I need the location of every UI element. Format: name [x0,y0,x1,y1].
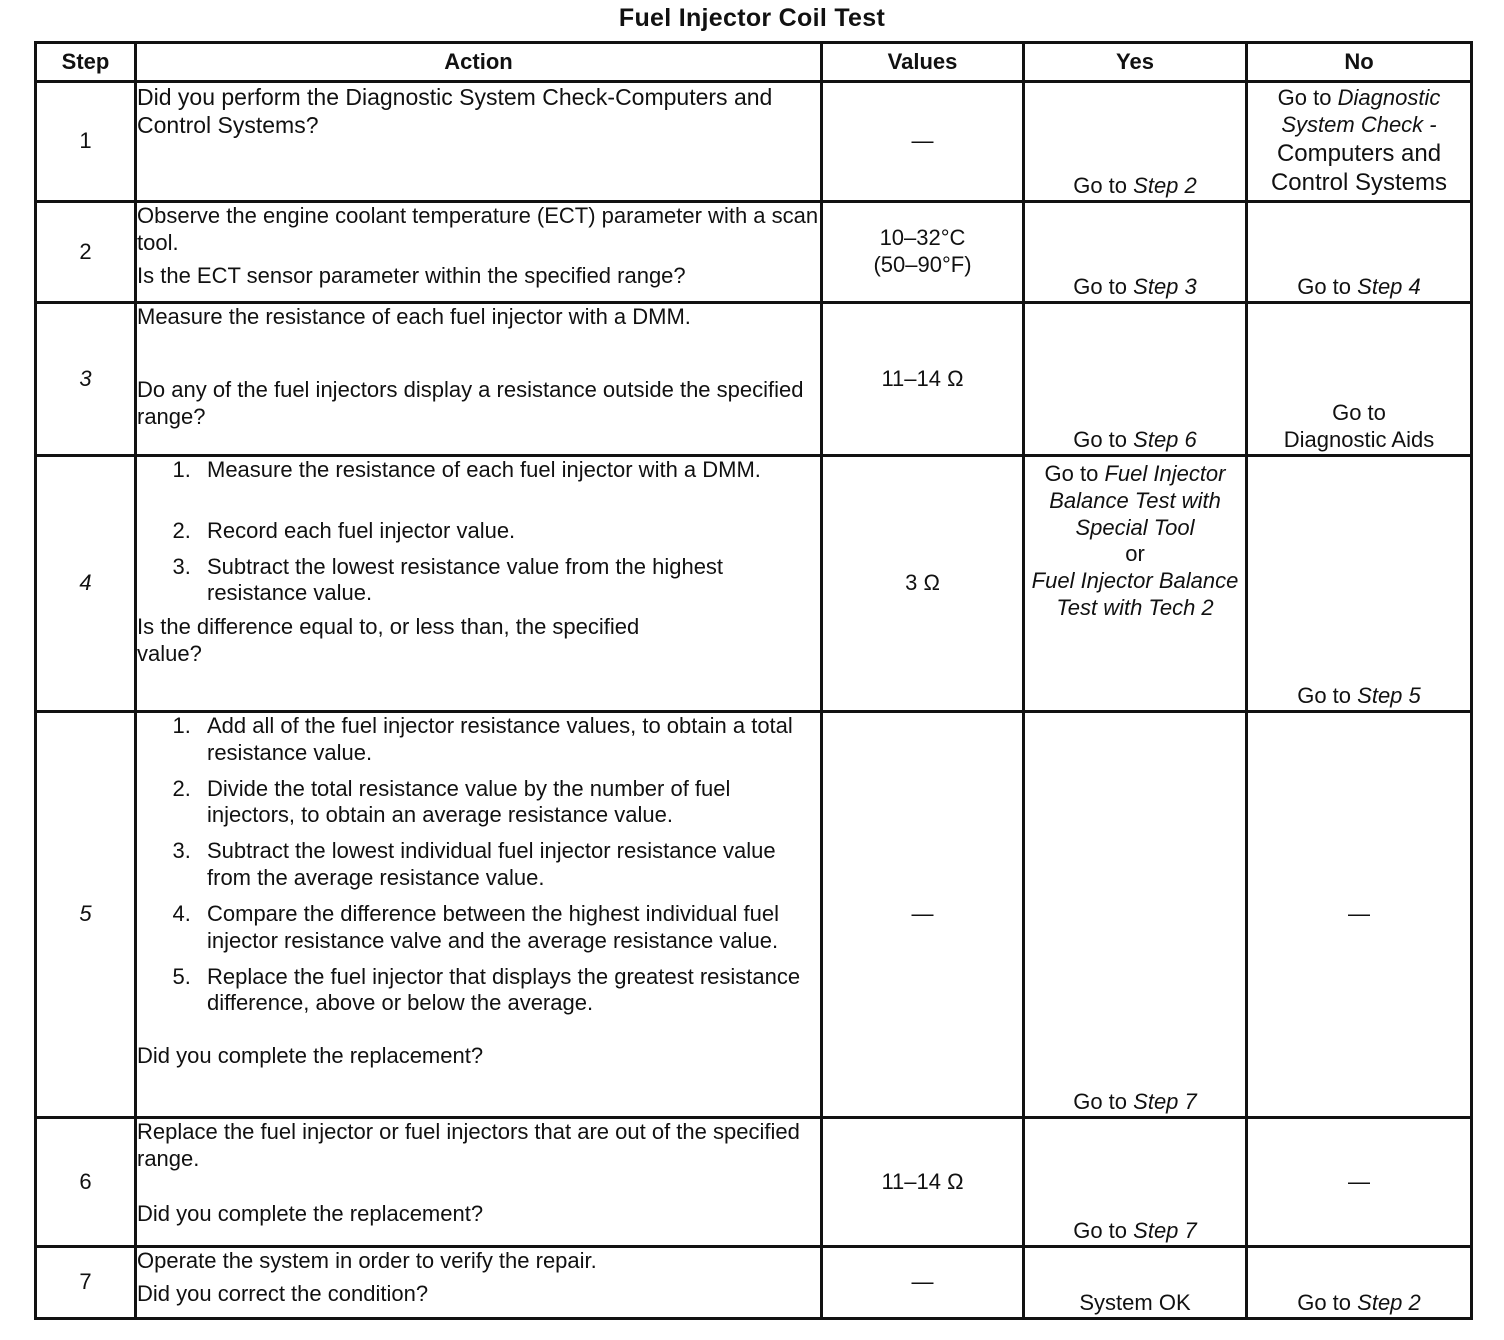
action-cell [136,202,822,303]
values-cell [822,1247,1024,1319]
table-row-step-6 [36,1118,1472,1247]
values-cell [822,712,1024,1118]
header-row [36,43,1472,82]
step-number: 7 [36,1247,136,1319]
values-line1: 10–32°C [879,225,966,251]
list-item: 5. Replace the fuel injector that displays the greatest resistance difference, above or below the average. [197,964,820,1018]
list-item: 2. Record each fuel injector value. [197,518,820,545]
action-question: Is the difference equal to, or less than, the specified value? [137,614,640,667]
header-step: Step [36,43,136,82]
yes-link-1: Fuel Injector Balance Test with Special Tool [1049,461,1226,540]
no-prefix: Go to [1297,274,1352,300]
step-number: 4 [36,456,136,712]
values-text: 11–14 Ω [881,365,964,391]
step-number: 3 [36,303,136,456]
yes-cell [1024,712,1247,1118]
yes-cell [1024,1118,1247,1247]
yes-cell [1024,303,1247,456]
action-steps-list [137,457,820,607]
action-cell [136,1247,822,1319]
values-cell [822,456,1024,712]
yes-link: Step 3 [1133,274,1197,300]
step-number: 5 [36,712,136,1118]
list-item: 1. Measure the resistance of each fuel injector with a DMM. [197,457,820,484]
no-cell [1247,1247,1472,1319]
action-cell [136,303,822,456]
action-question: Is the ECT sensor parameter within the specified range? [137,262,686,288]
no-link: Diagnostic System Check - [1281,85,1441,137]
no-prefix: Go to [1277,85,1332,110]
table-row-step-5 [36,712,1472,1118]
action-cell [136,712,822,1118]
table-row-step-7 [36,1247,1472,1319]
values-cell [822,303,1024,456]
step-number: 6 [36,1118,136,1247]
values-cell [822,202,1024,303]
no-line2: Diagnostic Aids [1283,427,1435,453]
action-question: Did you correct the condition? [137,1280,429,1306]
yes-cell [1024,1247,1247,1319]
yes-prefix: Go to [1073,427,1128,453]
no-link: Step 2 [1357,1290,1421,1316]
page-title: Fuel Injector Coil Test [618,4,886,32]
yes-prefix: Go to [1073,1218,1128,1244]
no-prefix: Go to [1297,1290,1352,1316]
yes-prefix: Go to [1073,1089,1128,1115]
header-yes: Yes [1024,43,1247,82]
yes-link: Step 7 [1133,1089,1197,1115]
yes-prefix: Go to [1073,274,1128,300]
table-row-step-1 [36,82,1472,202]
action-question: Do any of the fuel injectors display a resistance outside the specified range? [137,376,804,429]
list-item: 4. Compare the difference between the highest individual fuel injector resistance valve and the average resistance value. [197,901,820,955]
diagnostic-table [34,41,1473,1320]
no-link: Step 5 [1357,683,1421,709]
values-text: — [911,128,934,154]
no-link: Step 4 [1357,274,1421,300]
action-text: Operate the system in order to verify the repair. [137,1248,597,1273]
no-cell [1247,303,1472,456]
header-action: Action [136,43,822,82]
list-item: 3. Subtract the lowest resistance value from the highest resistance value. [197,554,820,608]
no-cell [1247,82,1472,202]
no-cell [1247,1118,1472,1247]
no-text: — [1348,901,1370,927]
values-line2: (50–90°F) [873,252,972,277]
yes-cell [1024,456,1247,712]
yes-cell [1024,82,1247,202]
header-values: Values [822,43,1024,82]
no-cell [1247,202,1472,303]
action-text: Observe the engine coolant temperature (ECT) parameter with a scan tool. [137,203,819,255]
action-text: Measure the resistance of each fuel injector with a DMM. [137,304,691,329]
yes-text: System OK [1079,1290,1191,1316]
no-text: — [1348,1168,1370,1194]
no-prefix: Go to [1297,683,1352,709]
action-cell [136,82,822,202]
yes-prefix: Go to [1073,173,1128,199]
values-cell [822,82,1024,202]
table-row-step-4 [36,456,1472,712]
yes-link-2: Fuel Injector Balance Test with Tech 2 [1031,568,1239,621]
no-line1: Go to [1332,400,1386,426]
list-item: 1. Add all of the fuel injector resistance values, to obtain a total resistance value. [197,713,820,767]
action-steps-list [137,713,820,1017]
table-row-step-3 [36,303,1472,456]
yes-cell [1024,202,1247,303]
values-cell [822,1118,1024,1247]
yes-link: Step 6 [1133,427,1197,453]
step-number: 1 [36,82,136,202]
header-no: No [1247,43,1472,82]
yes-prefix: Go to [1044,461,1099,486]
table-row-step-2 [36,202,1472,303]
action-question: Did you complete the replacement? [137,1200,484,1226]
values-text: — [911,901,934,927]
action-text: Did you perform the Diagnostic System Check-Computers and Control Systems? [137,84,773,139]
action-text: Replace the fuel injector or fuel injectors that are out of the specified range. [137,1119,800,1171]
no-rest: Computers and Control Systems [1270,139,1448,196]
yes-link: Step 2 [1133,173,1197,199]
step-number: 2 [36,202,136,303]
yes-or: or [1125,541,1145,567]
no-cell [1247,456,1472,712]
values-text: — [911,1269,934,1295]
values-text: 3 Ω [905,570,940,596]
action-cell [136,1118,822,1247]
list-item: 2. Divide the total resistance value by the number of fuel injectors, to obtain an average resistance value. [197,776,820,830]
yes-link: Step 7 [1133,1218,1197,1244]
list-item: 3. Subtract the lowest individual fuel injector resistance value from the average resistance value. [197,838,820,892]
action-cell [136,456,822,712]
no-cell [1247,712,1472,1118]
values-text: 11–14 Ω [881,1168,964,1194]
action-question: Did you complete the replacement? [137,1043,484,1069]
